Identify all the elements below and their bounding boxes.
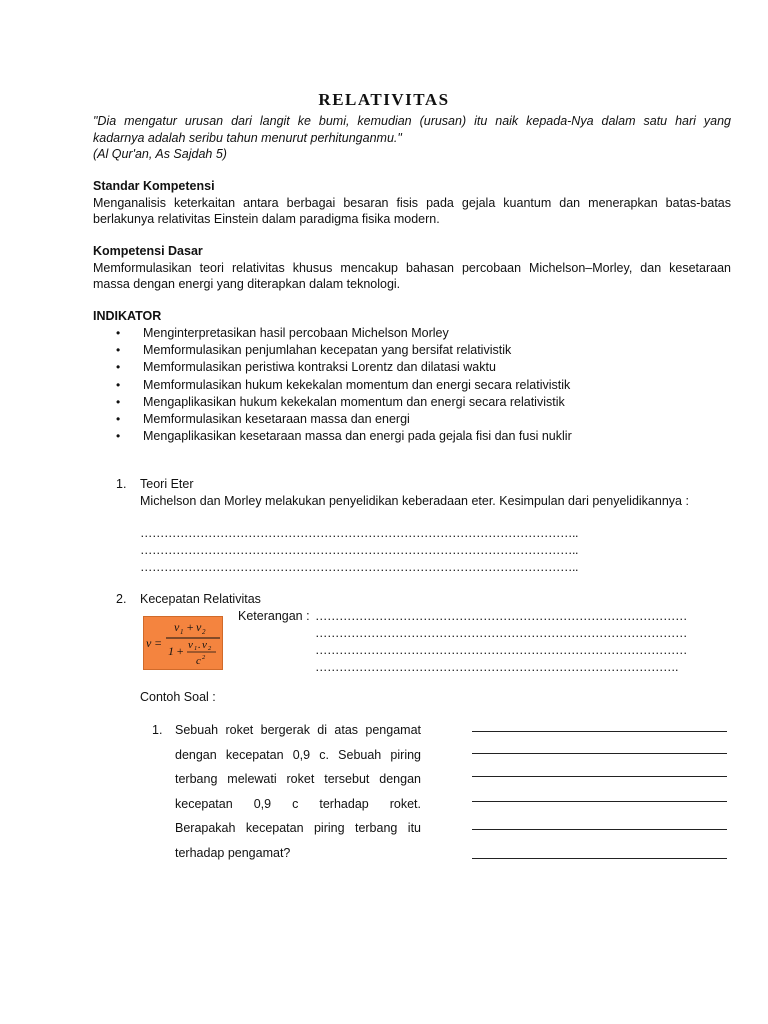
quote-line-2: kadarnya adalah seribu tahun menurut perhitunganmu." <box>93 130 402 145</box>
answer-line <box>472 801 727 802</box>
keterangan-label: Keterangan : <box>238 609 310 623</box>
quote-block <box>93 113 731 163</box>
answer-line <box>472 829 727 830</box>
question-line: dengan kecepatan 0,9 c. Sebuah piring <box>175 747 421 762</box>
list-item <box>93 377 731 394</box>
formula-plus-2: + <box>176 644 185 658</box>
indikator-item-text: Memformulasikan penjumlahan kecepatan yang bersifat relativistik <box>143 343 512 358</box>
formula-v2-sub: 2 <box>202 628 206 636</box>
formula-dv2: v <box>202 639 207 651</box>
section-2-title: Kecepatan Relativitas <box>140 592 261 606</box>
formula-equals: = <box>154 636 163 650</box>
indikator-list <box>93 325 731 445</box>
formula-plus: + <box>186 620 195 634</box>
formula-dv1: v <box>188 639 193 651</box>
question-number: 1. <box>152 723 163 737</box>
indikator-item-text: Memformulasikan hukum kekekalan momentum dan energi secara relativistik <box>143 377 571 392</box>
contoh-soal-label: Contoh Soal : <box>140 690 216 704</box>
formula-c: c <box>196 655 201 667</box>
standar-kompetensi-section <box>93 178 731 228</box>
formula-c-exp: 2 <box>202 654 206 661</box>
keterangan-dots-line: ………………………………………………………………………………… <box>315 626 687 640</box>
answer-line <box>472 858 727 859</box>
formula-lhs: v <box>146 636 152 650</box>
formula-dot: . <box>198 639 201 651</box>
answer-dots-line: ……………………………………………………………………………………………….. <box>140 526 578 540</box>
bullet-icon: • <box>116 394 121 409</box>
formula-one: 1 <box>168 644 174 658</box>
bullet-icon: • <box>116 326 121 340</box>
question-line: terhadap pengamat? <box>175 846 291 860</box>
bullet-icon: • <box>116 429 121 444</box>
bullet-icon: • <box>116 411 121 426</box>
section-1-text: Michelson dan Morley melakukan penyelidikan keberadaan eter. Kesimpulan dari penyelidikannya : <box>140 494 689 508</box>
formula-v1-sub: 1 <box>180 628 184 636</box>
keterangan-dots-line: ………………………………………………………………………………… <box>315 643 687 657</box>
indikator-item-text: Menginterpretasikan hasil percobaan Michelson Morley <box>143 326 449 340</box>
section-1-title: Teori Eter <box>140 477 194 491</box>
question-line: Sebuah roket bergerak di atas pengamat <box>175 723 421 737</box>
bullet-icon: • <box>116 360 121 375</box>
bullet-icon: • <box>116 343 121 358</box>
list-item <box>93 359 731 376</box>
list-item <box>93 342 731 359</box>
question-line: terbang melewati roket tersebut dengan <box>175 772 421 787</box>
kompetensi-dasar-line-2: massa dengan energi yang diterapkan dalam teknologi. <box>93 277 401 291</box>
formula-dv1-sub: 1 <box>194 645 198 652</box>
list-item <box>93 411 731 428</box>
standar-kompetensi-heading: Standar Kompetensi <box>93 179 215 193</box>
list-item <box>93 428 731 445</box>
answer-line <box>472 753 727 754</box>
indikator-item-text: Memformulasikan kesetaraan massa dan energi <box>143 411 410 426</box>
answer-line <box>472 776 727 777</box>
question-line: kecepatan 0,9 c terhadap roket. <box>175 796 421 811</box>
section-1-number: 1. <box>116 477 127 491</box>
page-title: RELATIVITAS <box>318 90 450 109</box>
quote-source: (Al Qur'an, As Sajdah 5) <box>93 147 227 161</box>
kompetensi-dasar-heading: Kompetensi Dasar <box>93 244 203 258</box>
formula-dv2-sub: 2 <box>208 645 212 652</box>
kompetensi-dasar-section <box>93 243 731 293</box>
velocity-formula-box <box>143 616 223 670</box>
indikator-heading-text: INDIKATOR <box>93 309 162 323</box>
standar-kompetensi-line-1: Menganalisis keterkaitan antara berbagai besaran fisis pada gejala kuantum dan menerapkan batas-batas <box>93 195 731 210</box>
question-line: Berapakah kecepatan piring terbang itu <box>175 821 421 836</box>
indikator-heading <box>93 308 731 325</box>
kompetensi-dasar-line-1: Memformulasikan teori relativitas khusus mencakup bahasan percobaan Michelson–Morley, dan kesetaraan <box>93 260 731 275</box>
standar-kompetensi-line-2: berlakunya relativitas Einstein dalam paradigma fisika modern. <box>93 212 440 226</box>
bullet-icon: • <box>116 377 121 392</box>
section-2-number: 2. <box>116 592 127 606</box>
keterangan-dots-line: ………………………………………………………………………………. <box>315 660 678 674</box>
answer-dots-line: ……………………………………………………………………………………………….. <box>140 560 578 574</box>
list-item <box>93 325 731 342</box>
indikator-item-text: Mengaplikasikan kesetaraan massa dan energi pada gejala fisi dan fusi nuklir <box>143 429 572 444</box>
list-item <box>93 394 731 411</box>
formula-v2: v <box>196 620 202 634</box>
answer-dots-line: ……………………………………………………………………………………………….. <box>140 543 578 557</box>
indikator-item-text: Memformulasikan peristiwa kontraksi Lorentz dan dilatasi waktu <box>143 360 496 375</box>
keterangan-dots-line: ………………………………………………………………………………… <box>315 609 687 623</box>
indikator-item-text: Mengaplikasikan hukum kekekalan momentum dan energi secara relativistik <box>143 394 565 409</box>
quote-line-1: "Dia mengatur urusan dari langit ke bumi, kemudian (urusan) itu naik kepada-Nya dalam satu hari yang <box>93 114 731 128</box>
velocity-formula <box>144 617 222 669</box>
answer-line <box>472 731 727 732</box>
formula-v1: v <box>174 620 180 634</box>
